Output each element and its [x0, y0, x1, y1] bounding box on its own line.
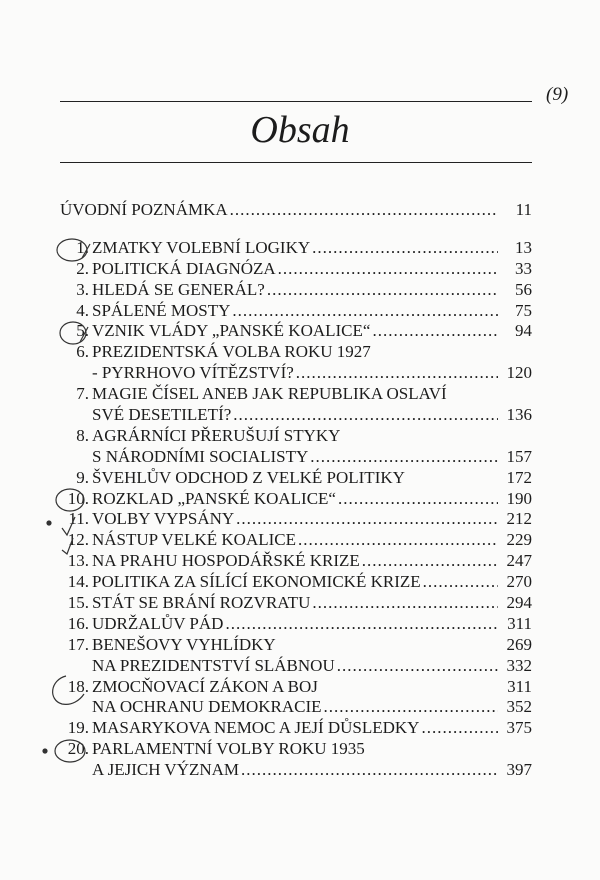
- entry-title: POLITIKA ZA SÍLÍCÍ EKONOMICKÉ KRIZE: [92, 572, 421, 592]
- toc-entry-3: [60, 280, 532, 301]
- dot-leader: [310, 447, 498, 468]
- dot-leader: [298, 530, 498, 551]
- chapter-number: 13.: [67, 551, 89, 571]
- entry-title: BENEŠOVY VYHLÍDKY: [92, 634, 276, 654]
- toc-entry-6: [60, 342, 532, 363]
- entry-title: NA PRAHU HOSPODÁŘSKÉ KRIZE: [92, 551, 360, 571]
- chapter-number: 4.: [76, 300, 89, 320]
- toc-entry-14: [60, 572, 532, 593]
- toc-entry-6-cont: [60, 363, 532, 384]
- entry-title: AGRÁRNÍCI PŘERUŠUJÍ STYKY: [92, 425, 341, 445]
- entry-title: SVÉ DESETILETÍ?: [92, 405, 232, 425]
- chapter-number: 19.: [67, 718, 89, 738]
- dot-leader: [233, 405, 498, 426]
- entry-title: A JEJICH VÝZNAM: [92, 760, 240, 780]
- entry-page: 212: [506, 509, 532, 529]
- chapter-number: 16.: [67, 613, 89, 633]
- toc-entry-9: [60, 468, 532, 489]
- toc-entry-16: [60, 614, 532, 635]
- dot-leader: [230, 200, 498, 221]
- entry-page: 311: [507, 676, 532, 696]
- entry-title: ZMOCŇOVACÍ ZÁKON A BOJ: [92, 676, 318, 696]
- chapter-number: 7.: [76, 384, 89, 404]
- chapter-number: 5.: [76, 321, 89, 341]
- dot-leader: [296, 363, 498, 384]
- entry-title: POLITICKÁ DIAGNÓZA: [92, 258, 276, 278]
- toc-entry-13: [60, 551, 532, 572]
- entry-page: 294: [506, 593, 532, 613]
- page-title: Obsah: [250, 109, 350, 151]
- entry-page: 56: [515, 279, 532, 299]
- toc-entry-8: [60, 426, 532, 447]
- chapter-number: 6.: [76, 342, 89, 362]
- toc-entry-7-cont: [60, 405, 532, 426]
- entry-page: 269: [506, 634, 532, 654]
- entry-title: PREZIDENTSKÁ VOLBA ROKU 1927: [92, 342, 371, 362]
- chapter-number: 20.: [67, 739, 89, 759]
- toc-entry-8-cont: [60, 447, 532, 468]
- toc-entry-1: [60, 238, 532, 259]
- dot-leader: [232, 301, 498, 322]
- dot-leader: [312, 593, 498, 614]
- chapter-number: 9.: [76, 467, 89, 487]
- entry-title: HLEDÁ SE GENERÁL?: [92, 279, 265, 299]
- dot-leader: [423, 572, 498, 593]
- entry-title: NÁSTUP VELKÉ KOALICE: [92, 530, 296, 550]
- chapter-number: 14.: [67, 572, 89, 592]
- entry-title: VOLBY VYPSÁNY: [92, 509, 235, 529]
- entry-page: 311: [507, 613, 532, 633]
- dot-leader: [267, 280, 498, 301]
- dot-mark: [43, 749, 47, 753]
- chapter-number: 15.: [67, 593, 89, 613]
- chapter-number: 3.: [76, 279, 89, 299]
- toc-entry-11: [60, 509, 532, 530]
- entry-page: 375: [506, 718, 532, 738]
- toc-entry-intro: [60, 200, 532, 221]
- entry-page: 397: [506, 760, 532, 780]
- entry-page: 352: [506, 697, 532, 717]
- toc-entry-4: [60, 301, 532, 322]
- toc-entry-2: [60, 259, 532, 280]
- entry-title: STÁT SE BRÁNÍ ROZVRATU: [92, 593, 311, 613]
- entry-page: 75: [515, 300, 532, 320]
- dot-leader: [337, 656, 498, 677]
- toc-entry-19: [60, 718, 532, 739]
- entry-title: ŠVEHLŮV ODCHOD Z VELKÉ POLITIKY: [92, 467, 405, 487]
- entry-title: VZNIK VLÁDY „PANSKÉ KOALICE“: [92, 321, 371, 341]
- chapter-number: 11.: [68, 509, 89, 529]
- toc-entry-15: [60, 593, 532, 614]
- dot-leader: [241, 760, 498, 781]
- entry-title: NA PREZIDENTSTVÍ SLÁBNOU: [92, 655, 335, 675]
- dot-mark: [47, 521, 51, 525]
- chapter-number: 10.: [67, 488, 89, 508]
- entry-title: ZMATKY VOLEBNÍ LOGIKY: [92, 237, 311, 257]
- chapter-number: 1.: [76, 237, 89, 257]
- chapter-number: 17.: [67, 634, 89, 654]
- toc-entry-5: [60, 321, 532, 342]
- dot-leader: [338, 489, 498, 510]
- entry-page: 120: [506, 363, 532, 383]
- chapter-list: [60, 238, 532, 781]
- toc-entry-18: [60, 677, 532, 698]
- toc-entry-7: [60, 384, 532, 405]
- toc-entry-20: [60, 739, 532, 760]
- entry-title: MASARYKOVA NEMOC A JEJÍ DŮSLEDKY: [92, 718, 420, 738]
- toc-entry-10: [60, 489, 532, 510]
- entry-title: PARLAMENTNÍ VOLBY ROKU 1935: [92, 739, 365, 759]
- entry-page: 94: [515, 321, 532, 341]
- chapter-number: 12.: [67, 530, 89, 550]
- entry-title: S NÁRODNÍMI SOCIALISTY: [92, 446, 309, 466]
- toc-entry-17-cont: [60, 656, 532, 677]
- toc-entry-18-cont: [60, 697, 532, 718]
- dot-leader: [324, 697, 498, 718]
- entry-title: ROZKLAD „PANSKÉ KOALICE“: [92, 488, 336, 508]
- toc-entry-17: [60, 635, 532, 656]
- entry-title: ÚVODNÍ POZNÁMKA: [60, 200, 228, 219]
- entry-title: - PYRRHOVO VÍTĚZSTVÍ?: [92, 363, 294, 383]
- dot-leader: [225, 614, 498, 635]
- top-rule: [60, 101, 532, 102]
- title-rule: [60, 162, 532, 163]
- entry-title: MAGIE ČÍSEL ANEB JAK REPUBLIKA OSLAVÍ: [92, 384, 447, 404]
- entry-title: NA OCHRANU DEMOKRACIE: [92, 697, 322, 717]
- dot-leader: [372, 321, 498, 342]
- entry-page: 13: [515, 237, 532, 257]
- toc-entry-20-cont: [60, 760, 532, 781]
- page-number: (9): [546, 84, 569, 105]
- entry-title: UDRŽALŮV PÁD: [92, 613, 224, 633]
- entry-page: 229: [506, 530, 532, 550]
- dot-leader: [312, 238, 498, 259]
- toc-entry-12: [60, 530, 532, 551]
- chapter-number: 8.: [76, 425, 89, 445]
- entry-page: 136: [506, 405, 532, 425]
- entry-title: SPÁLENÉ MOSTY: [92, 300, 231, 320]
- dot-leader: [278, 259, 498, 280]
- table-of-contents: [60, 200, 532, 781]
- entry-page: 172: [506, 467, 532, 487]
- entry-page: 33: [515, 258, 532, 278]
- entry-page: 11: [515, 200, 532, 219]
- entry-page: 247: [506, 551, 532, 571]
- dot-leader: [236, 509, 498, 530]
- dot-leader: [362, 551, 498, 572]
- chapter-number: 2.: [76, 258, 89, 278]
- entry-page: 190: [506, 488, 532, 508]
- dot-leader: [421, 718, 498, 739]
- entry-page: 157: [506, 446, 532, 466]
- chapter-number: 18.: [67, 676, 89, 696]
- entry-page: 332: [506, 655, 532, 675]
- entry-page: 270: [506, 572, 532, 592]
